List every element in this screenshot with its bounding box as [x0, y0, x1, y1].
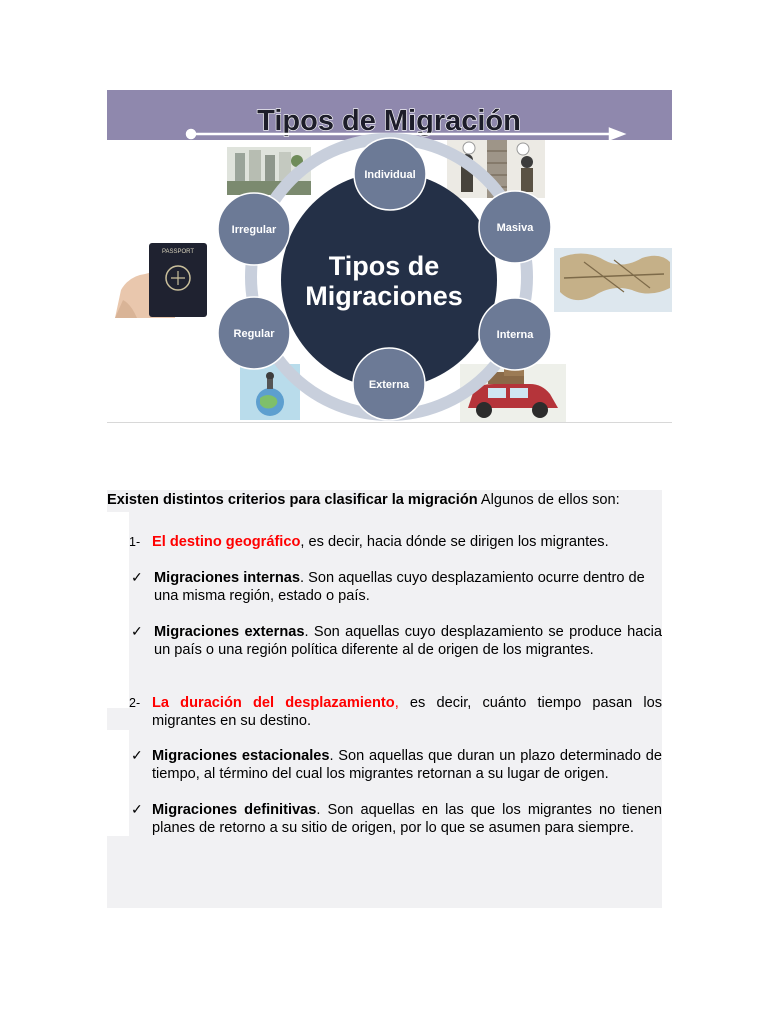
- list-item-migraciones-estacionales: [152, 747, 662, 783]
- margin-strip: [107, 512, 129, 708]
- criterion-2-heading: [152, 694, 662, 730]
- criterion-2-comma: ,: [394, 695, 399, 711]
- node-individual-label: Individual: [364, 169, 416, 181]
- node-externa: [353, 348, 425, 420]
- banner-title: Tipos de Migración: [257, 105, 521, 137]
- margin-strip: [107, 730, 129, 836]
- criterion-1-highlight: El destino geográfico: [152, 534, 301, 550]
- criterion-2-highlight: La duración del desplazamiento: [152, 695, 395, 711]
- checkmark-icon: ✓: [131, 747, 143, 763]
- list-item-migraciones-definitivas: [152, 801, 662, 837]
- photo-map: [554, 248, 672, 312]
- center-title-line1: Tipos de: [328, 251, 440, 281]
- criterion-2-rest: es decir, cuánto tiempo pasan los migrantes en su destino.: [152, 695, 662, 729]
- figure-divider: [107, 422, 672, 423]
- checkmark-icon: ✓: [131, 569, 143, 585]
- item-term: Migraciones definitivas: [152, 802, 317, 818]
- node-masiva-label: Masiva: [496, 222, 534, 234]
- photo-passport: [115, 243, 207, 318]
- node-interna-label: Interna: [496, 329, 534, 341]
- item-term: Migraciones estacionales: [152, 748, 330, 764]
- criterion-1-number: 1-: [129, 535, 141, 549]
- migration-infographic: [107, 90, 672, 423]
- intro-paragraph: [107, 491, 667, 509]
- criterion-1-heading: [152, 533, 662, 551]
- item-text: . Son aquellas cuyo desplazamiento ocurre dentro de una misma región, estado o país.: [154, 570, 645, 604]
- checkmark-icon: ✓: [131, 801, 143, 817]
- checkmark-icon: ✓: [131, 623, 143, 639]
- node-individual: [354, 138, 426, 210]
- list-item-migraciones-externas: [154, 623, 662, 659]
- item-term: Migraciones internas: [154, 570, 300, 586]
- item-text: . Son aquellas cuyo desplazamiento se produce hacia un país o una región política diferente al de origen de los migrantes.: [154, 624, 662, 658]
- node-irregular: [218, 193, 290, 265]
- item-text: . Son aquellas en las que los migrantes no tienen planes de retorno a su sitio de origen, por lo que se asumen para siempre.: [152, 802, 663, 836]
- node-regular-label: Regular: [233, 328, 275, 340]
- node-irregular-label: Irregular: [231, 224, 277, 236]
- node-interna: [479, 298, 551, 370]
- criterion-2-number: 2-: [129, 696, 141, 710]
- node-regular: [218, 297, 290, 369]
- photo-car: [460, 364, 566, 422]
- list-item-migraciones-internas: [154, 569, 662, 605]
- passport-label: PASSPORT: [161, 249, 195, 255]
- criterion-1-rest: , es decir, hacia dónde se dirigen los migrantes.: [300, 534, 609, 550]
- intro-bold: Existen distintos criterios para clasificar la migración: [107, 492, 478, 508]
- intro-rest: Algunos de ellos son:: [477, 492, 620, 508]
- node-externa-label: Externa: [368, 379, 410, 391]
- center-title-line2: Migraciones: [305, 281, 463, 311]
- item-text: . Son aquellas que duran un plazo determinado de tiempo, al término del cual los migrantes retornan a su lugar de origen.: [152, 748, 662, 782]
- node-masiva: [479, 191, 551, 263]
- item-term: Migraciones externas: [154, 624, 305, 640]
